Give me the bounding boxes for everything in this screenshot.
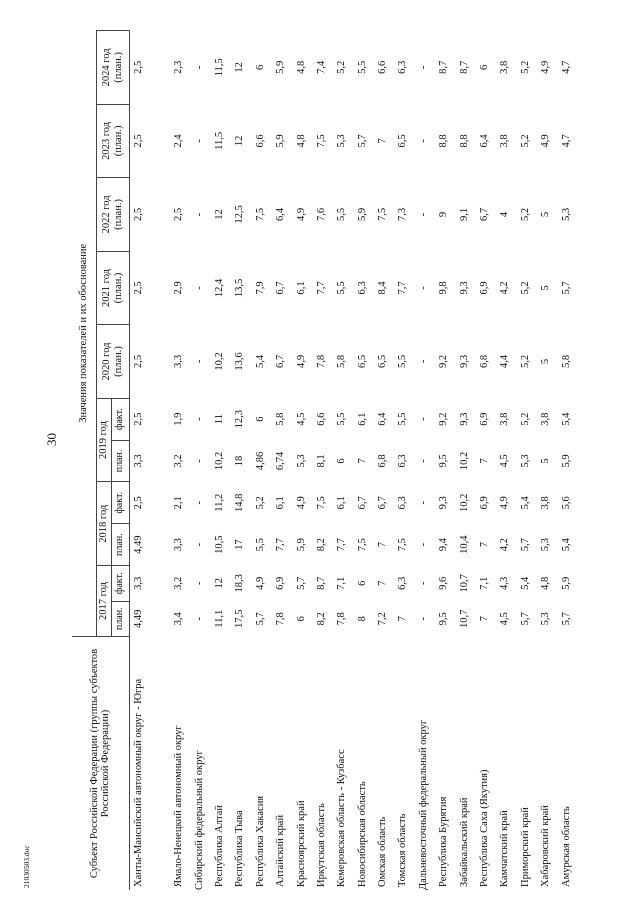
value-cell: 6,5 xyxy=(397,134,409,148)
subject-name-cell: Камчатский край xyxy=(499,810,511,887)
table-row xyxy=(169,31,189,891)
value-cell: 5,3 xyxy=(336,134,348,148)
fact-2018-header: факт. xyxy=(111,482,129,524)
value-cell: 5,8 xyxy=(560,354,572,369)
table-row xyxy=(129,31,169,891)
value-cell: 6,9 xyxy=(479,496,491,510)
value-cell: 6,4 xyxy=(275,207,287,221)
value-cell: 4,9 xyxy=(295,496,307,510)
value-cell: 5,4 xyxy=(519,496,531,510)
value-cell: 5 xyxy=(540,285,552,291)
value-cell: 6,3 xyxy=(356,281,368,295)
subject-name-cell: Сибирский федеральный округ xyxy=(193,750,205,890)
value-cell: 5,3 xyxy=(540,612,552,626)
table-row xyxy=(515,31,535,891)
value-cell: 9,5 xyxy=(438,612,450,626)
value-cell: 7 xyxy=(377,138,389,144)
subject-name-cell: Республика Алтай xyxy=(213,804,225,887)
table-row xyxy=(230,31,250,891)
value-cell: 5,9 xyxy=(560,454,572,468)
value-cell: - xyxy=(417,212,429,217)
value-cell: 8,7 xyxy=(438,60,450,74)
value-cell: 9,2 xyxy=(438,412,450,426)
value-cell: 10,2 xyxy=(213,451,225,471)
value-cell: - xyxy=(193,459,205,463)
table-row xyxy=(474,31,494,891)
subject-name-cell: Забайкальский край xyxy=(458,797,470,887)
value-cell: 10,4 xyxy=(458,535,470,554)
value-cell: 6,9 xyxy=(275,576,287,590)
value-cell: 7,5 xyxy=(356,538,368,552)
subject-name-cell: Хабаровский край xyxy=(540,805,552,887)
value-cell: 7,7 xyxy=(275,538,287,552)
value-cell: - xyxy=(417,501,429,505)
value-cell: 5,2 xyxy=(519,412,531,426)
value-cell: 5,9 xyxy=(295,538,307,552)
value-cell: 18,3 xyxy=(234,574,246,593)
value-cell: 13,6 xyxy=(234,352,246,371)
value-cell: - xyxy=(193,617,205,621)
year-2022-header: 2022 год (план.) xyxy=(96,178,129,252)
value-cell: 6,7 xyxy=(479,207,491,221)
value-cell: 5,5 xyxy=(336,281,348,295)
value-cell: 4,5 xyxy=(499,612,511,626)
value-cell: 9 xyxy=(438,211,450,218)
value-cell: 6 xyxy=(295,616,307,622)
value-cell: 8,8 xyxy=(438,134,450,148)
value-cell: 5,3 xyxy=(295,454,307,468)
value-cell: 6,7 xyxy=(377,496,389,510)
value-cell: 3,8 xyxy=(540,496,552,510)
value-cell: 5,2 xyxy=(336,60,348,74)
rotated-table-container xyxy=(72,30,627,890)
value-cell: 7,4 xyxy=(315,60,327,74)
subject-name-cell: Томская область xyxy=(397,813,409,887)
value-cell: 4,9 xyxy=(540,134,552,148)
plan-2017-header: план. xyxy=(111,601,129,636)
value-cell: 4,8 xyxy=(540,576,552,590)
page-number: 30 xyxy=(44,433,59,446)
plan-2019-header: план. xyxy=(111,440,129,482)
table-header xyxy=(72,31,129,891)
value-cell: 9,3 xyxy=(458,354,470,369)
year-2021-header: 2021 год (план.) xyxy=(96,251,129,325)
value-cell: 4,86 xyxy=(254,451,266,471)
value-cell: 3,3 xyxy=(173,354,185,369)
value-cell: 4,8 xyxy=(295,60,307,74)
table-body xyxy=(129,31,576,891)
value-cell: 7,8 xyxy=(336,612,348,626)
table-row xyxy=(332,31,352,891)
value-cell: 6,9 xyxy=(479,412,491,426)
table-row xyxy=(209,31,229,891)
value-cell: 5,2 xyxy=(519,354,531,369)
value-cell: 7,7 xyxy=(336,538,348,552)
subject-name-cell: Республика Хакасия xyxy=(254,795,266,887)
value-cell: 7,5 xyxy=(397,538,409,552)
subject-name-cell: Красноярский край xyxy=(295,800,307,887)
value-cell: 17 xyxy=(234,539,246,550)
subject-name-cell: Приморский край xyxy=(519,807,531,887)
value-cell: 4,8 xyxy=(295,134,307,148)
value-cell: 2,5 xyxy=(132,496,144,510)
value-cell: 5,5 xyxy=(397,412,409,426)
subject-name-cell: Дальневосточный федеральный округ xyxy=(417,719,429,890)
value-cell: 12 xyxy=(213,209,225,220)
value-cell: 11,2 xyxy=(213,493,225,512)
value-cell: 18 xyxy=(234,455,246,467)
value-cell: 9,1 xyxy=(458,207,470,221)
value-cell: 6,1 xyxy=(295,281,307,295)
value-cell: 6 xyxy=(336,458,348,464)
value-cell: 6,7 xyxy=(356,496,368,510)
year-2023-header: 2023 год (план.) xyxy=(96,104,129,178)
value-cell: 6,8 xyxy=(377,454,389,468)
value-cell: 1,9 xyxy=(173,412,185,426)
table-row xyxy=(291,31,311,891)
value-cell: 9,5 xyxy=(438,454,450,468)
table-row xyxy=(413,31,433,891)
value-cell: 7,7 xyxy=(315,281,327,295)
value-cell: 8,7 xyxy=(315,576,327,590)
value-cell: 6,3 xyxy=(397,454,409,468)
value-cell: - xyxy=(193,417,205,421)
value-cell: 4,9 xyxy=(254,576,266,590)
value-cell: 4,2 xyxy=(499,538,511,552)
subject-name-cell: Республика Тыва xyxy=(234,810,246,887)
value-cell: 7,1 xyxy=(479,576,491,590)
value-cell: 6 xyxy=(254,416,266,422)
value-cell: 6,9 xyxy=(479,281,491,295)
value-cell: 7,2 xyxy=(377,612,389,626)
value-cell: 5,3 xyxy=(560,207,572,221)
value-cell: 5,8 xyxy=(336,354,348,369)
value-cell: 6,4 xyxy=(479,134,491,148)
value-cell: 6,6 xyxy=(254,134,266,148)
value-cell: 8,2 xyxy=(315,612,327,626)
value-cell: 9,3 xyxy=(438,496,450,510)
value-cell: 14,8 xyxy=(234,493,246,512)
value-cell: 6 xyxy=(254,64,266,70)
value-cell: - xyxy=(193,65,205,70)
value-cell: 5,5 xyxy=(397,354,409,369)
year-2024-header: 2024 год (план.) xyxy=(96,31,129,105)
value-cell: 12,4 xyxy=(213,278,225,298)
value-cell: 10,2 xyxy=(458,451,470,471)
table-row xyxy=(556,31,576,891)
value-cell: 4,4 xyxy=(499,354,511,369)
table-row xyxy=(250,31,270,891)
value-cell: 4 xyxy=(499,211,511,218)
value-cell: 17,5 xyxy=(234,609,246,628)
value-cell: 6,3 xyxy=(397,576,409,590)
value-cell: 6,1 xyxy=(336,496,348,510)
value-cell: 6,7 xyxy=(275,281,287,295)
value-cell: 11 xyxy=(213,414,225,425)
value-cell: 8,8 xyxy=(458,134,470,148)
value-cell: - xyxy=(417,459,429,463)
value-cell: 4,9 xyxy=(540,60,552,74)
value-cell: - xyxy=(193,286,205,290)
value-cell: 5,4 xyxy=(519,576,531,590)
value-cell: 8,7 xyxy=(458,60,470,74)
value-cell: 3,3 xyxy=(173,538,185,552)
value-cell: 5,9 xyxy=(356,207,368,221)
value-cell: 4,7 xyxy=(560,134,572,148)
value-cell: 12,5 xyxy=(234,205,246,224)
value-cell: 7 xyxy=(377,542,389,548)
value-cell: 2,5 xyxy=(132,207,144,221)
value-cell: 2,1 xyxy=(173,496,185,510)
value-cell: 11,5 xyxy=(213,131,225,150)
value-cell: 6 xyxy=(356,580,368,586)
table-row xyxy=(189,31,209,891)
subject-name-cell: Омская область xyxy=(377,816,389,887)
value-cell: - xyxy=(417,542,429,547)
subject-name-cell: Республика Саха (Якутия) xyxy=(479,769,491,887)
value-cell: 6,1 xyxy=(275,496,287,510)
value-cell: 3,2 xyxy=(173,576,185,590)
value-cell: 5,9 xyxy=(275,134,287,148)
value-cell: 12 xyxy=(213,578,225,589)
subject-name-cell: Новосибирская область xyxy=(356,781,368,887)
value-cell: 5,8 xyxy=(275,412,287,426)
value-cell: 9,3 xyxy=(458,412,470,426)
value-cell: 6,3 xyxy=(397,60,409,74)
table-row xyxy=(372,31,392,891)
subject-name-cell: Амурская область xyxy=(560,806,572,887)
document-id: 21030503.doc xyxy=(22,845,31,888)
value-cell: - xyxy=(193,139,205,143)
value-cell: 4,9 xyxy=(295,207,307,221)
year-2020-header: 2020 год (план.) xyxy=(96,325,129,399)
value-cell: 7,5 xyxy=(254,207,266,221)
value-cell: 3,3 xyxy=(132,576,144,590)
value-cell: 8,1 xyxy=(315,454,327,468)
value-cell: 5,6 xyxy=(560,496,572,510)
value-cell: 4,49 xyxy=(132,609,144,628)
value-cell: 3,8 xyxy=(499,60,511,74)
value-cell: 7 xyxy=(479,458,491,464)
table-row xyxy=(536,31,556,891)
value-cell: 8,4 xyxy=(377,281,389,295)
value-cell: 6,7 xyxy=(275,354,287,369)
subject-name-cell: Иркутская область xyxy=(315,803,327,887)
value-cell: 5,7 xyxy=(519,538,531,552)
value-cell: 5,7 xyxy=(356,134,368,148)
value-cell: - xyxy=(193,581,205,586)
value-cell: 7 xyxy=(377,580,389,586)
value-cell: 3,2 xyxy=(173,454,185,468)
value-cell: 11,5 xyxy=(213,58,225,77)
value-cell: 4,7 xyxy=(560,60,572,74)
value-cell: 7,1 xyxy=(336,576,348,590)
value-cell: 6,6 xyxy=(315,412,327,426)
table-row xyxy=(454,31,474,891)
value-cell: 5 xyxy=(540,211,552,218)
value-cell: 3,8 xyxy=(540,412,552,426)
value-cell: 7,5 xyxy=(315,496,327,510)
value-cell: 4,5 xyxy=(499,454,511,468)
plan-2018-header: план. xyxy=(111,524,129,566)
value-cell: - xyxy=(193,359,205,364)
value-cell: - xyxy=(417,139,429,143)
subject-name-cell: Республика Бурятия xyxy=(438,796,450,887)
value-cell: 6,5 xyxy=(356,354,368,369)
fact-2017-header: факт. xyxy=(111,566,129,601)
value-cell: - xyxy=(193,501,205,505)
value-cell: 7,5 xyxy=(377,207,389,221)
value-cell: 10,7 xyxy=(458,574,470,593)
value-cell: 2,5 xyxy=(132,134,144,148)
value-cell: 7 xyxy=(479,542,491,548)
value-cell: 5,7 xyxy=(254,612,266,626)
value-cell: 11,1 xyxy=(213,609,225,628)
value-cell: 5,4 xyxy=(254,354,266,369)
value-cell: 13,5 xyxy=(234,278,246,298)
value-cell: 5,5 xyxy=(356,60,368,74)
value-cell: - xyxy=(417,581,429,586)
year-2017-header: 2017 год xyxy=(96,566,111,637)
value-cell: 5,2 xyxy=(519,134,531,148)
value-cell: 2,4 xyxy=(173,134,185,148)
value-cell: - xyxy=(193,542,205,547)
value-cell: 4,3 xyxy=(499,576,511,590)
value-cell: 10,7 xyxy=(458,609,470,628)
table-row xyxy=(393,31,413,891)
value-cell: 7,7 xyxy=(397,281,409,295)
value-cell: 6,1 xyxy=(356,412,368,426)
value-cell: 5,2 xyxy=(519,207,531,221)
value-cell: 5,4 xyxy=(560,538,572,552)
value-cell: 5,2 xyxy=(519,281,531,295)
value-cell: 5,2 xyxy=(519,60,531,74)
value-cell: 10,5 xyxy=(213,535,225,554)
year-2018-header: 2018 год xyxy=(96,482,111,566)
indicators-table xyxy=(72,30,576,890)
value-cell: 9,2 xyxy=(438,354,450,369)
value-cell: 7,5 xyxy=(315,134,327,148)
subject-name-cell: Кемеровская область - Кузбасс xyxy=(336,749,348,887)
value-cell: 2,5 xyxy=(173,207,185,221)
value-cell: 2,5 xyxy=(132,412,144,426)
table-row xyxy=(352,31,372,891)
value-cell: 4,49 xyxy=(132,535,144,554)
subject-name-cell: Ямало-Ненецкий автономный округ xyxy=(173,725,185,887)
value-cell: 5 xyxy=(540,358,552,365)
value-cell: - xyxy=(417,359,429,364)
year-2019-header: 2019 год xyxy=(96,398,111,482)
value-cell: 12,3 xyxy=(234,409,246,429)
value-cell: 6 xyxy=(479,64,491,70)
value-cell: 4,2 xyxy=(499,281,511,295)
value-cell: 8,2 xyxy=(315,538,327,552)
value-cell: 12 xyxy=(234,135,246,147)
value-cell: 2,9 xyxy=(173,281,185,295)
table-row xyxy=(311,31,331,891)
value-cell: 6,8 xyxy=(479,354,491,369)
value-cell: 2,3 xyxy=(173,60,185,74)
table-row xyxy=(495,31,515,891)
value-cell: 4,9 xyxy=(295,354,307,369)
value-cell: 10,2 xyxy=(213,352,225,371)
subject-column-header: Субъект Российской Федерации (группы субъектов Российской Федерации) xyxy=(72,637,129,891)
value-cell: 6,3 xyxy=(397,496,409,510)
value-cell: 5,5 xyxy=(336,412,348,426)
value-cell: 2,5 xyxy=(132,281,144,295)
value-cell: 5,7 xyxy=(560,281,572,295)
value-cell: 5 xyxy=(540,458,552,464)
value-cell: 3,8 xyxy=(499,134,511,148)
subject-name-cell: Алтайский край xyxy=(275,814,287,887)
value-cell: 6,5 xyxy=(377,354,389,369)
value-cell: 9,8 xyxy=(438,281,450,295)
value-cell: - xyxy=(417,417,429,421)
value-cell: 12 xyxy=(234,62,246,73)
value-cell: 7 xyxy=(479,616,491,622)
value-cell: 5,9 xyxy=(560,576,572,590)
value-cell: 5,7 xyxy=(560,612,572,626)
value-cell: 8 xyxy=(356,616,368,622)
value-cell: 4,5 xyxy=(295,412,307,426)
table-row xyxy=(434,31,454,891)
value-cell: - xyxy=(417,286,429,290)
value-cell: 7 xyxy=(356,458,368,464)
value-cell: 5,3 xyxy=(540,538,552,552)
fact-2019-header: факт. xyxy=(111,398,129,440)
value-cell: - xyxy=(417,617,429,621)
value-cell: 7,3 xyxy=(397,207,409,221)
value-cell: 7,6 xyxy=(315,207,327,221)
value-cell: 9,4 xyxy=(438,538,450,552)
value-cell: 5,5 xyxy=(336,207,348,221)
value-cell: 7 xyxy=(397,616,409,622)
value-cell: 5,5 xyxy=(254,538,266,552)
value-cell: 5,7 xyxy=(295,576,307,590)
value-cell: 2,5 xyxy=(132,354,144,369)
table-row xyxy=(270,31,290,891)
value-cell: 3,4 xyxy=(173,612,185,626)
value-cell: 7,8 xyxy=(275,612,287,626)
value-cell: 9,6 xyxy=(438,576,450,590)
value-cell: 5,9 xyxy=(275,60,287,74)
value-cell: 6,74 xyxy=(275,451,287,471)
value-cell: - xyxy=(193,212,205,217)
value-cell: 6,6 xyxy=(377,60,389,74)
value-cell: 5,7 xyxy=(519,612,531,626)
value-cell: 6,4 xyxy=(377,412,389,426)
value-cell: 3,8 xyxy=(499,412,511,426)
value-cell: 7,9 xyxy=(254,281,266,295)
value-cell: 10,2 xyxy=(458,493,470,512)
values-group-header: Значения показателей и их обоснование xyxy=(72,31,96,637)
value-cell: 5,3 xyxy=(519,454,531,468)
value-cell: 3,3 xyxy=(132,454,144,468)
value-cell: 5,2 xyxy=(254,496,266,510)
value-cell: 7,8 xyxy=(315,354,327,369)
subject-name-cell: Ханты-Мансийский автономный округ - Югра xyxy=(132,678,144,887)
value-cell: 9,3 xyxy=(458,281,470,295)
value-cell: 2,5 xyxy=(132,60,144,74)
value-cell: 4,9 xyxy=(499,496,511,510)
value-cell: - xyxy=(417,65,429,70)
value-cell: 5,4 xyxy=(560,412,572,426)
